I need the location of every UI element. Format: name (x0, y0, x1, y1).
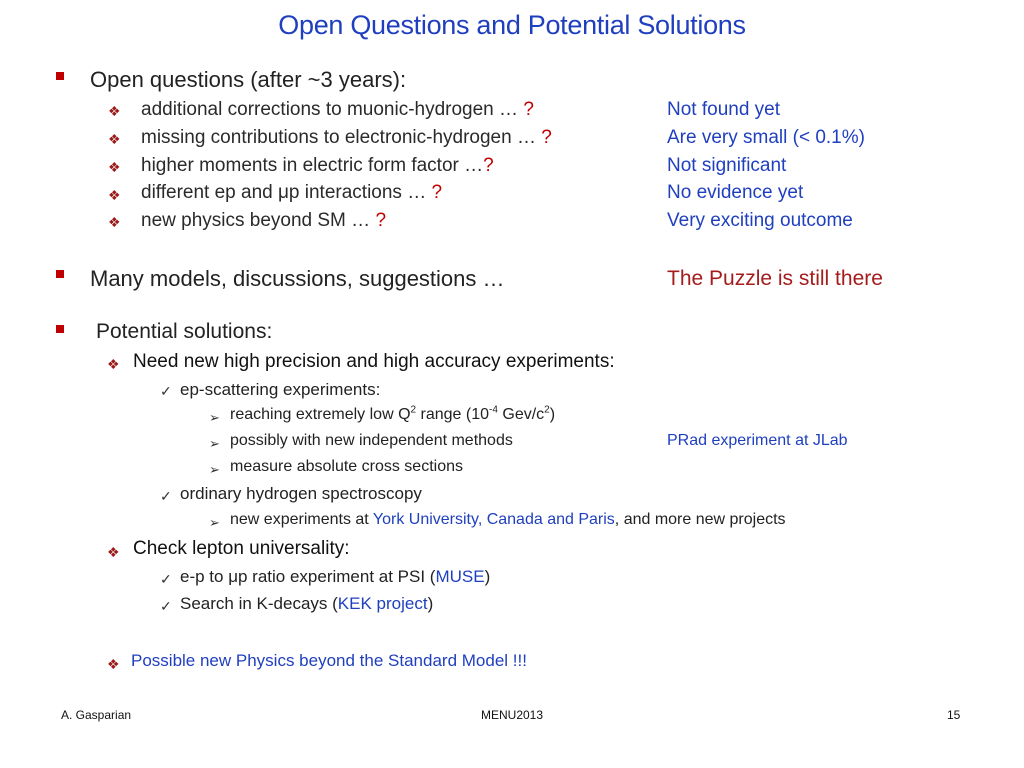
kek-item: Search in K-decays (KEK project) (180, 594, 434, 613)
diamond-bullet-icon: ❖ (107, 656, 120, 672)
square-bullet-icon (56, 72, 64, 80)
question-item: new physics beyond SM … ? (141, 210, 387, 231)
spectroscopy-item: ordinary hydrogen spectroscopy (180, 484, 422, 503)
checkmark-icon: ✓ (160, 571, 172, 587)
conclusion-text: Possible new Physics beyond the Standard Model !!! (131, 651, 527, 670)
slide-title: Open Questions and Potential Solutions (278, 10, 746, 40)
diamond-bullet-icon: ❖ (108, 131, 121, 147)
question-answer: Not significant (667, 155, 787, 176)
checkmark-icon: ✓ (160, 598, 172, 614)
square-bullet-icon (56, 270, 64, 278)
question-mark: ? (483, 155, 494, 176)
diamond-bullet-icon: ❖ (108, 103, 121, 119)
question-answer: Are very small (< 0.1%) (667, 127, 865, 148)
puzzle-note: The Puzzle is still there (667, 267, 883, 290)
question-answer: No evidence yet (667, 182, 804, 203)
arrow-bullet-icon: ➢ (209, 515, 220, 530)
cross-section-item: measure absolute cross sections (230, 458, 463, 475)
arrow-bullet-icon: ➢ (209, 410, 220, 425)
checkmark-icon: ✓ (160, 383, 172, 399)
diamond-bullet-icon: ❖ (108, 214, 121, 230)
question-mark: ? (375, 210, 387, 231)
arrow-bullet-icon: ➢ (209, 436, 220, 451)
question-item: higher moments in electric form factor …? (141, 155, 494, 176)
section-heading-open-questions: Open questions (after ~3 years): (90, 67, 407, 92)
question-mark: ? (523, 99, 534, 120)
prad-note: PRad experiment at JLab (667, 432, 848, 449)
new-experiments-item: new experiments at York University, Canada and Paris, and more new projects (230, 511, 786, 528)
question-mark: ? (541, 127, 552, 148)
diamond-bullet-icon: ❖ (107, 356, 120, 372)
checkmark-icon: ✓ (160, 488, 172, 504)
question-mark: ? (431, 182, 443, 203)
question-item: missing contributions to electronic-hydrogen … ? (141, 127, 552, 148)
question-item: different ep and μp interactions … ? (141, 182, 443, 203)
methods-item: possibly with new independent methods (230, 432, 513, 449)
arrow-bullet-icon: ➢ (209, 462, 220, 477)
footer-author: A. Gasparian (61, 708, 132, 722)
square-bullet-icon (56, 325, 64, 333)
muse-item: e-p to μp ratio experiment at PSI (MUSE) (180, 567, 491, 586)
need-experiments: Need new high precision and high accuracy experiments: (133, 351, 615, 372)
question-answer: Very exciting outcome (667, 210, 853, 231)
diamond-bullet-icon: ❖ (108, 187, 121, 203)
section-heading-models: Many models, discussions, suggestions … (90, 266, 505, 291)
question-answer: Not found yet (667, 99, 781, 120)
diamond-bullet-icon: ❖ (107, 544, 120, 560)
lepton-universality: Check lepton universality: (133, 538, 350, 559)
ep-scattering-item: ep-scattering experiments: (180, 380, 381, 399)
diamond-bullet-icon: ❖ (108, 159, 121, 175)
low-q-item: reaching extremely low $Q^2$ range ($10^{-4}$ Gev/$c^2$) (230, 404, 556, 423)
section-heading-potential-solutions: Potential solutions: (96, 320, 273, 343)
footer-conference: MENU2013 (480, 708, 544, 722)
page-number: 15 (947, 708, 961, 722)
question-item: additional corrections to muonic-hydrogen … ? (141, 99, 534, 120)
